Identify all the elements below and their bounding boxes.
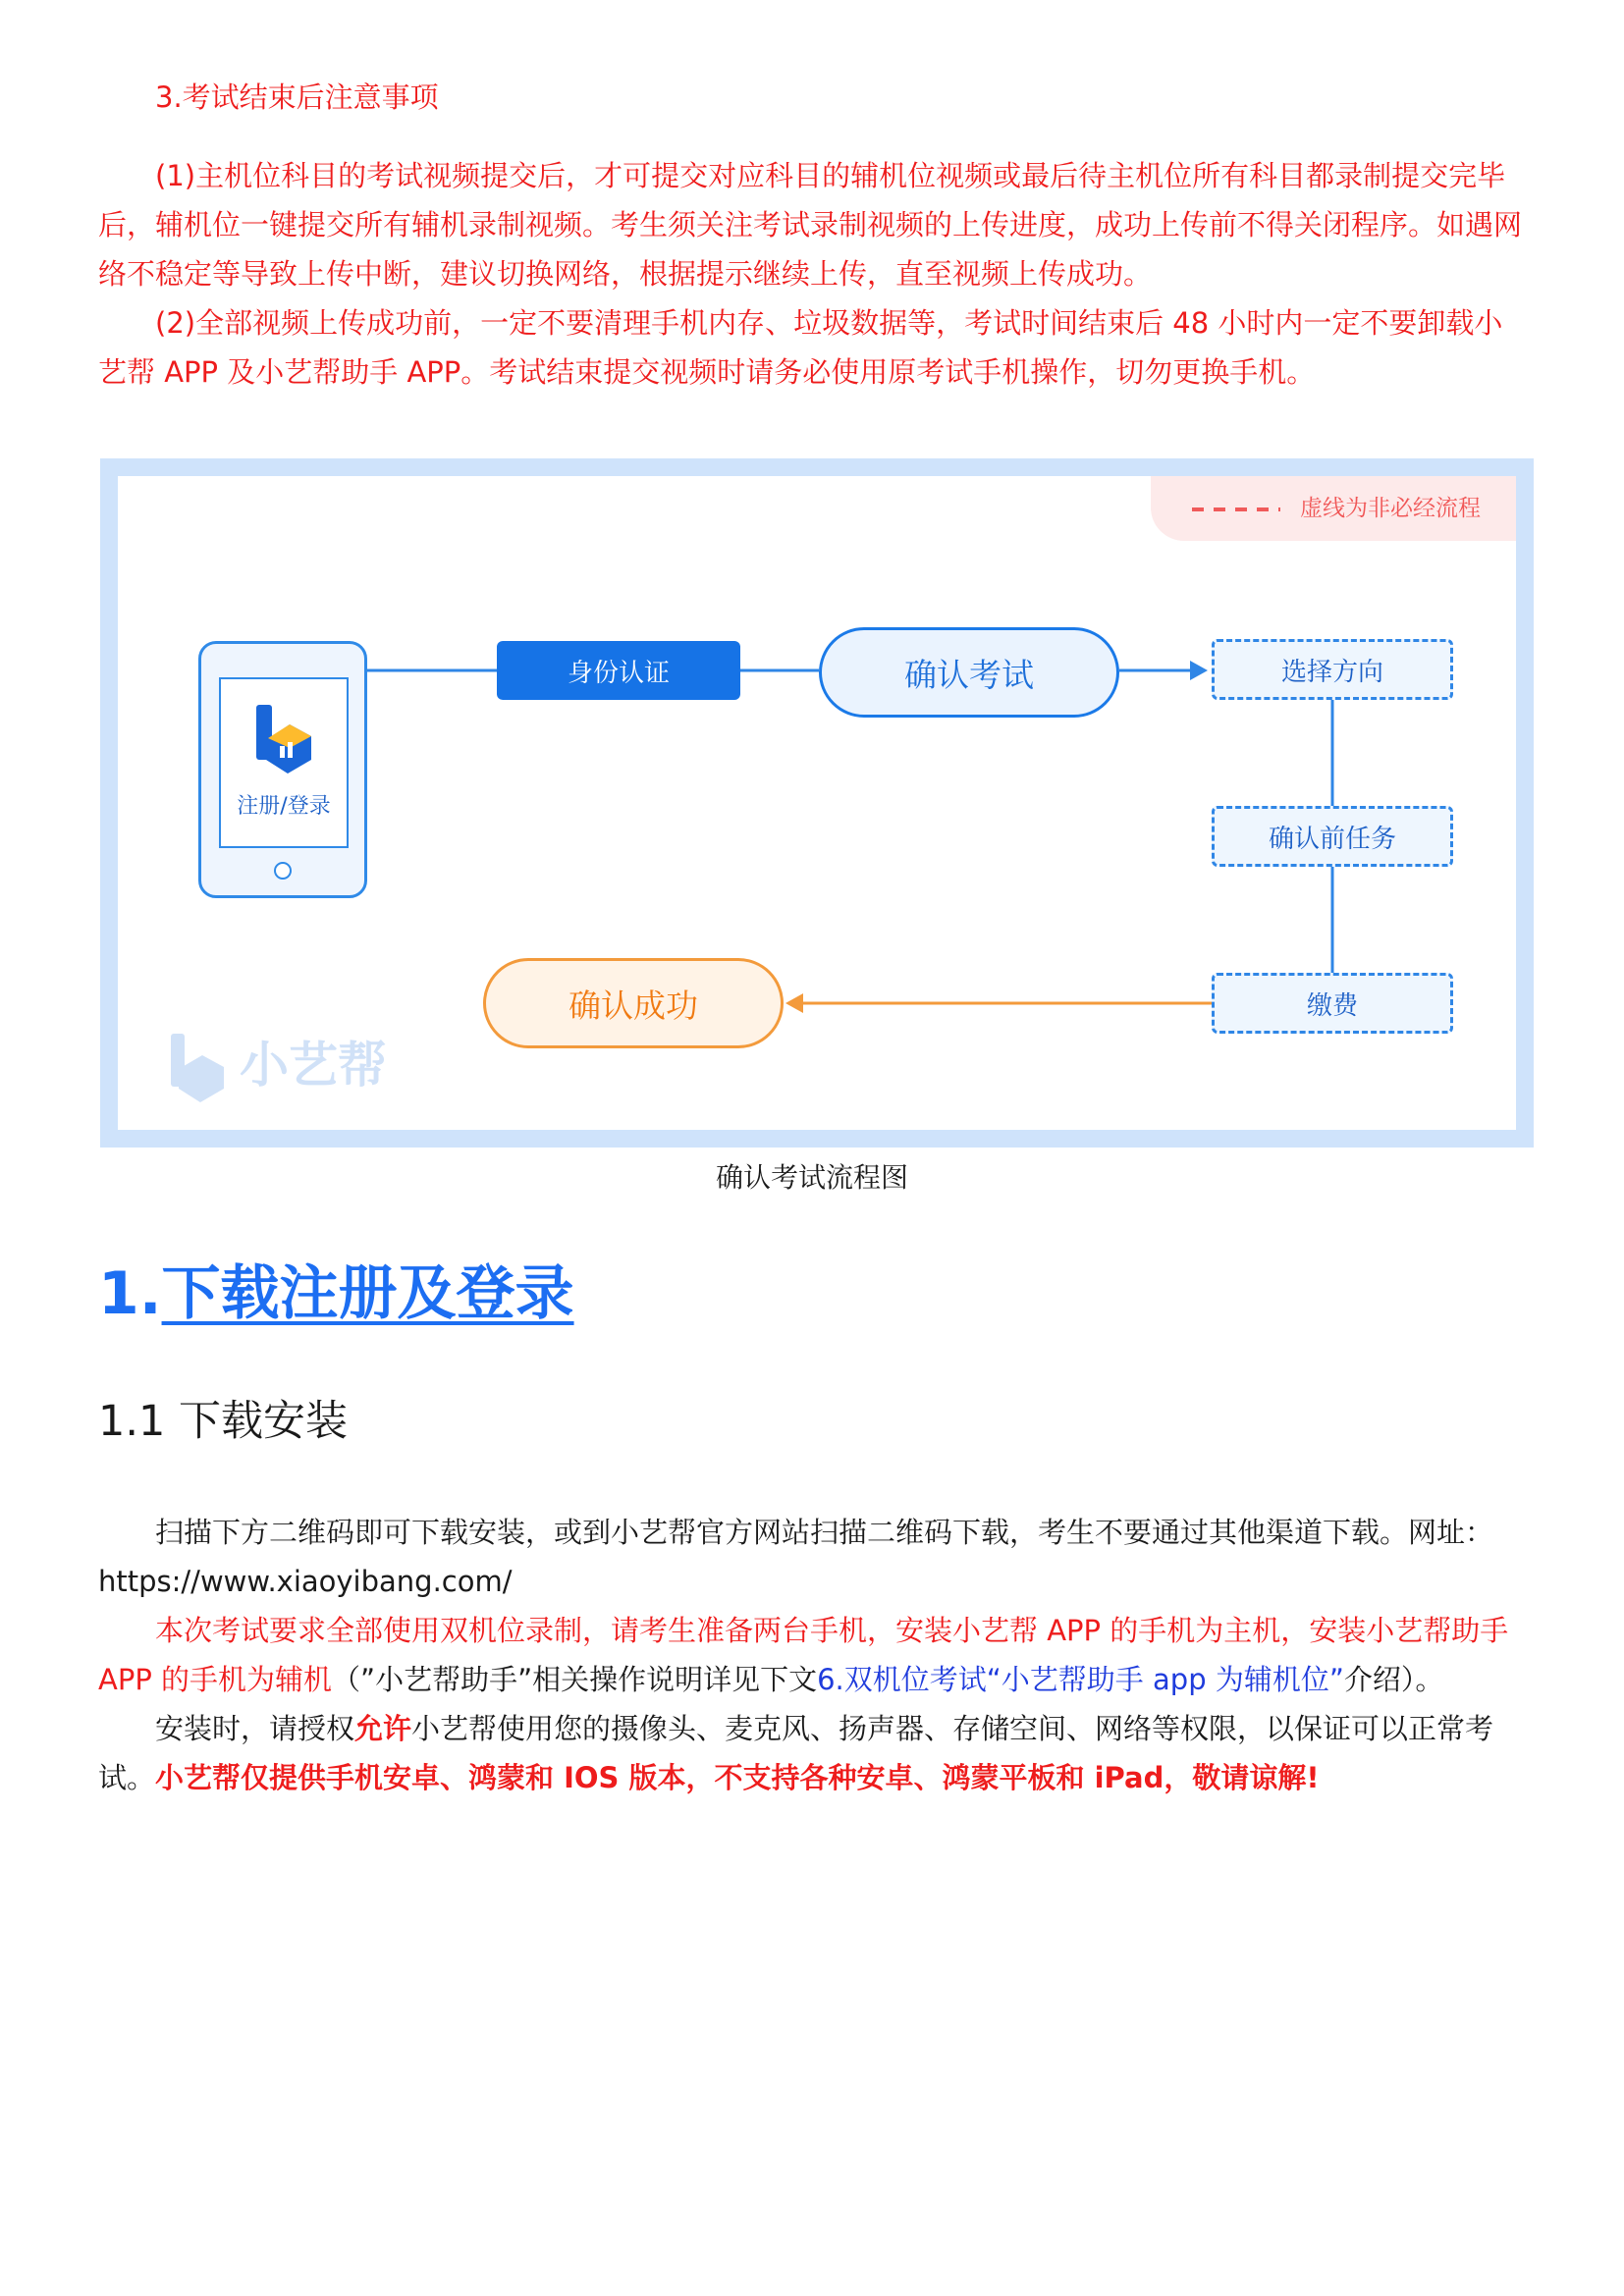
- chapter-title-text: 下载注册及登录: [161, 1259, 574, 1328]
- flowchart-frame: [100, 458, 1534, 1148]
- dual-camera-requirement: 本次考试要求全部使用双机位录制，请考生准备两台手机，安装小艺帮 APP 的手机为主机，安装小艺帮助手 APP 的手机为辅机: [98, 1614, 1509, 1696]
- phone-home-button: [274, 862, 292, 880]
- arrow-head-right: [1190, 661, 1208, 680]
- flowchart-canvas: [118, 476, 1516, 1130]
- notice-paragraph-2: (2)全部视频上传成功前，一定不要清理手机内存、垃圾数据等，考试时间结束后 48 小时内一定不要卸载小艺帮 APP 及小艺帮助手 APP。考试结束提交视频时请务必使用原考试手机操作，切勿更换手机。: [98, 306, 1503, 389]
- phone-screen: [219, 677, 349, 848]
- chapter-title: [98, 1253, 574, 1335]
- node-confirm-success: 确认成功: [483, 958, 784, 1048]
- legend-label: 虚线为非必经流程: [1300, 496, 1481, 521]
- node-select-direction: 选择方向: [1212, 639, 1453, 700]
- node-pre-confirm-tasks: 确认前任务: [1212, 806, 1453, 867]
- dual-camera-link[interactable]: 6.双机位考试“小艺帮助手 app 为辅机位”: [817, 1663, 1344, 1696]
- node-identity-verification: 身份认证: [497, 641, 740, 700]
- arrow-head-left: [785, 993, 803, 1013]
- dual-camera-paragraph: [98, 1606, 1537, 1704]
- permissions-text-a: 安装时，请授权: [155, 1712, 355, 1745]
- watermark-text: 小艺帮: [240, 1037, 387, 1094]
- notice-paragraph-1: (1)主机位科目的考试视频提交后，才可提交对应科目的辅机位视频或最后待主机位所有科目都录制提交完毕后，辅机位一键提交所有辅机录制视频。考生须关注考试录制视频的上传进度，成功上传前不得关闭程序。如遇网络不稳定等导致上传中断，建议切换网络，根据提示继续上传，直至视频上传成功。: [98, 159, 1523, 291]
- watermark: [167, 1026, 422, 1104]
- permissions-text-b: 小艺帮使用您的摄像头、麦克风、扬声器、存储空间、网络等权限，以保证可以正常考试。: [98, 1712, 1494, 1794]
- sub-heading: 1.1 下载安装: [98, 1397, 349, 1446]
- chapter-number: 1.: [98, 1259, 162, 1328]
- platform-notice: 小艺帮仅提供手机安卓、鸿蒙和 IOS 版本，不支持各种安卓、鸿蒙平板和 iPad，敬请谅解!: [155, 1761, 1320, 1794]
- phone-illustration: [198, 641, 367, 898]
- node-payment: 缴费: [1212, 973, 1453, 1034]
- dual-camera-note: （”小艺帮助手”相关操作说明详见下文: [332, 1663, 818, 1696]
- phone-label: 注册/登录: [237, 794, 331, 819]
- dual-camera-note-end: 介绍）。: [1343, 1663, 1444, 1696]
- section-heading: 3.考试结束后注意事项: [155, 80, 439, 114]
- download-paragraph: 扫描下方二维码即可下载安装，或到小艺帮官方网站扫描二维码下载，考生不要通过其他渠道下载。网址：https://www.xiaoyibang.com/: [98, 1516, 1494, 1598]
- app-logo-icon: [221, 683, 347, 791]
- node-confirm-exam: 确认考试: [819, 627, 1119, 718]
- permissions-allow: 允许: [354, 1712, 412, 1745]
- watermark-logo-icon: [167, 1026, 236, 1104]
- figure-caption: 确认考试流程图: [715, 1161, 908, 1194]
